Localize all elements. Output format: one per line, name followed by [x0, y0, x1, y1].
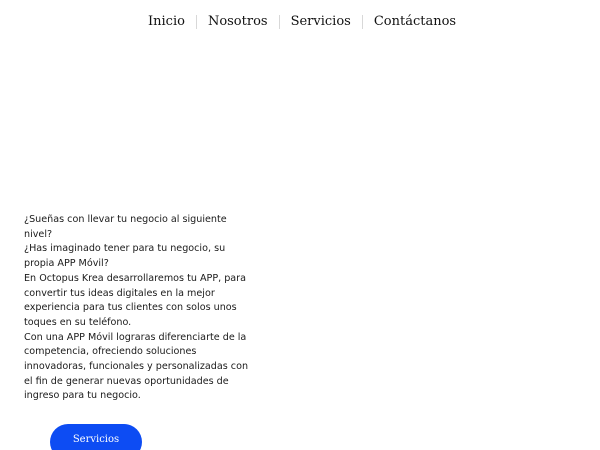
intro-question-2: ¿Has imaginado tener para tu negocio, su propia APP Móvil? [24, 243, 226, 270]
nav-item-inicio[interactable]: Inicio [148, 14, 185, 29]
nav-item-contactanos[interactable]: Contáctanos [373, 14, 457, 29]
intro-paragraph-octopus: En Octopus Krea desarrollaremos tu APP, para convertir tus ideas digitales en la mejor experiencia para tus clientes con solos unos toques en su teléfono. [24, 272, 246, 328]
intro-text [24, 213, 250, 404]
intro-paragraph-benefits: Con una APP Móvil lograras diferenciarte de la competencia, ofreciendo soluciones innovadoras, funcionales y personalizadas con el fin de generar nuevas oportunidades de ingreso para tu negocio. [24, 331, 249, 402]
main-nav [137, 14, 467, 30]
servicios-button[interactable]: Servicios [50, 424, 142, 450]
intro-question-1: ¿Sueñas con llevar tu negocio al siguiente nivel? [24, 214, 227, 240]
nav-item-nosotros[interactable]: Nosotros [207, 14, 268, 29]
nav-item-servicios[interactable]: Servicios [290, 14, 351, 29]
